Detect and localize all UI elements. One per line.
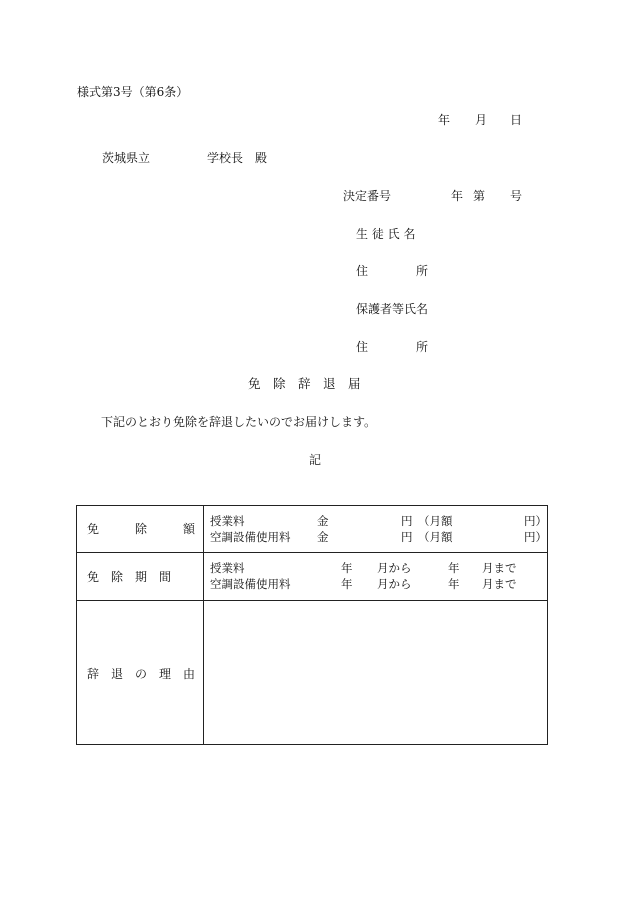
period-year-to: 年 xyxy=(448,561,460,575)
addressee-prefix: 茨城県立 xyxy=(102,151,151,165)
addressee-suffix: 学校長 殿 xyxy=(207,151,268,165)
exemption-period-row xyxy=(77,553,547,601)
amount-close: 円） xyxy=(524,530,547,544)
address-label-1: 住 所 xyxy=(356,264,429,278)
date-month-label: 月 xyxy=(475,113,488,127)
address-label-2: 住 所 xyxy=(356,340,429,354)
document-title: 免 除 辞 退 届 xyxy=(248,376,361,391)
exemption-amount-label: 免 除 額 xyxy=(87,522,196,536)
date-year-label: 年 xyxy=(438,113,451,127)
amount-monthly: （月額 xyxy=(418,530,453,544)
period-month-to: 月まで xyxy=(482,577,517,591)
exemption-period-label: 免 除 期 間 xyxy=(87,570,172,584)
period-year-from: 年 xyxy=(341,577,353,591)
reason-label: 辞 退 の 理 由 xyxy=(87,667,196,681)
amount-close: 円） xyxy=(524,514,547,528)
period-item: 空調設備使用料 xyxy=(210,577,291,591)
exemption-table xyxy=(76,505,548,745)
date-day-label: 日 xyxy=(510,113,523,127)
amount-item: 空調設備使用料 xyxy=(210,530,291,544)
exemption-amount-row xyxy=(77,506,547,553)
guardian-name-label: 保護者等氏名 xyxy=(356,302,429,316)
ki-heading: 記 xyxy=(309,453,322,467)
decision-go: 号 xyxy=(510,189,523,203)
period-month-from: 月から xyxy=(377,577,412,591)
period-year-from: 年 xyxy=(341,561,353,575)
decision-year: 年 xyxy=(451,189,464,203)
amount-monthly: （月額 xyxy=(418,514,453,528)
form-number: 様式第3号（第6条） xyxy=(77,85,189,99)
amount-kin: 金 xyxy=(317,514,329,528)
period-month-to: 月まで xyxy=(482,561,517,575)
amount-kin: 金 xyxy=(317,530,329,544)
student-name-label: 生 徒 氏 名 xyxy=(356,227,416,241)
period-item: 授業料 xyxy=(210,561,245,575)
period-year-to: 年 xyxy=(448,577,460,591)
period-month-from: 月から xyxy=(377,561,412,575)
amount-en: 円 xyxy=(401,514,413,528)
decision-dai: 第 xyxy=(473,189,486,203)
amount-item: 授業料 xyxy=(210,514,245,528)
body-text: 下記のとおり免除を辞退したいのでお届けします。 xyxy=(101,415,377,429)
amount-en: 円 xyxy=(401,530,413,544)
reason-row xyxy=(77,601,547,744)
decision-label: 決定番号 xyxy=(343,189,392,203)
